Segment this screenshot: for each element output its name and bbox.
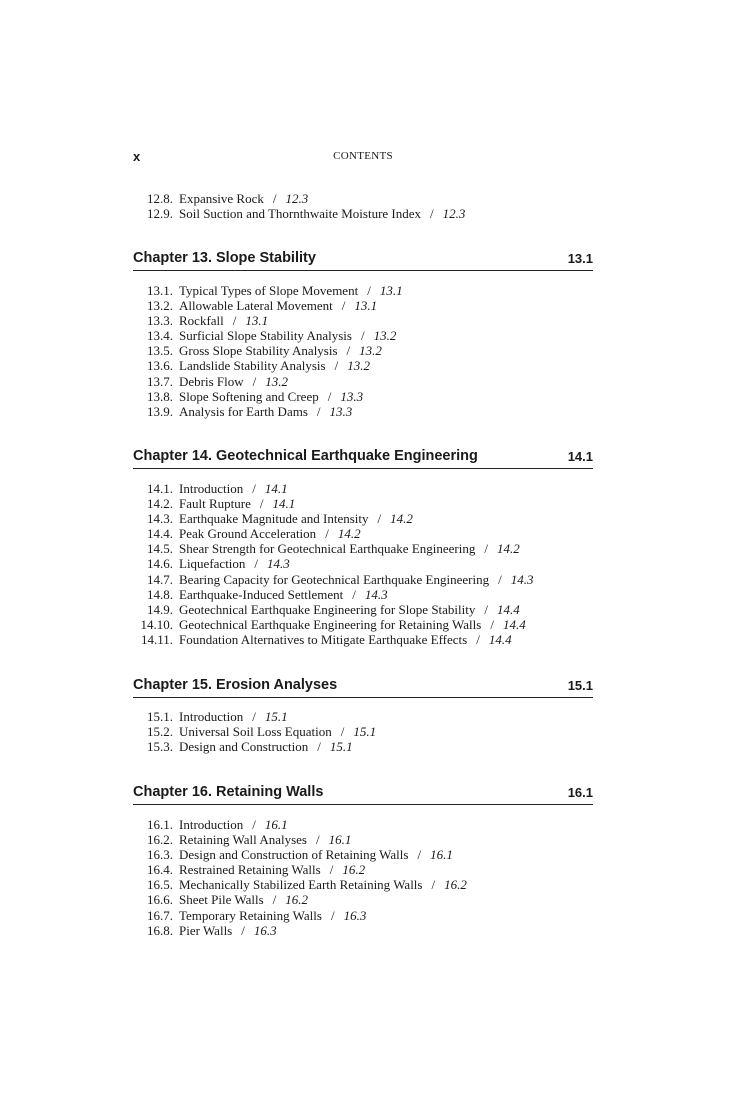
section-title-line — [179, 832, 351, 847]
section-title: Earthquake Magnitude and Intensity — [179, 511, 369, 527]
section-title-line — [179, 541, 520, 556]
section-number: 16.3. — [147, 847, 173, 863]
toc-entry[interactable] — [133, 191, 593, 206]
section-title: Sheet Pile Walls — [179, 892, 264, 908]
section-title: Design and Construction — [179, 739, 309, 755]
section-page: 13.2 — [373, 328, 397, 344]
section-page: 14.1 — [264, 481, 288, 496]
section-title-line — [179, 556, 290, 571]
section-title: Restrained Retaining Walls — [179, 862, 321, 878]
section-page: 13.1 — [245, 313, 269, 329]
section-title-line — [179, 862, 365, 877]
section-number: 15.2. — [147, 724, 173, 740]
separator-slash: / — [417, 847, 422, 863]
section-number: 16.7. — [147, 907, 173, 923]
section-page: 12.3 — [285, 191, 309, 206]
section-title-line — [179, 526, 361, 541]
toc-entry[interactable] — [133, 587, 593, 602]
section-title-line — [179, 283, 403, 298]
toc-entry[interactable] — [133, 481, 593, 496]
section-title: Shear Strength for Geotechnical Earthquake Engineering — [179, 541, 476, 557]
section-title-line — [179, 587, 388, 602]
section-page: 13.3 — [329, 403, 353, 419]
toc-entry[interactable] — [133, 206, 593, 221]
toc-entry[interactable] — [133, 389, 593, 404]
section-number: 14.1. — [147, 481, 173, 496]
toc-entry[interactable] — [133, 892, 593, 907]
section-title: Soil Suction and Thornthwaite Moisture Index — [179, 206, 422, 222]
section-number: 13.3. — [147, 313, 173, 329]
section-title: Landslide Stability Analysis — [179, 358, 326, 374]
toc-entry[interactable] — [133, 313, 593, 328]
separator-slash: / — [252, 709, 256, 724]
separator-slash: / — [360, 328, 365, 344]
separator-slash: / — [377, 511, 382, 527]
section-number: 13.5. — [147, 343, 173, 359]
section-title: Allowable Lateral Movement — [179, 298, 333, 314]
section-title-line — [179, 313, 268, 328]
section-number: 13.2. — [147, 298, 173, 314]
section-number: 16.2. — [147, 832, 173, 848]
section-title: Bearing Capacity for Geotechnical Earthquake Engineering — [179, 571, 490, 587]
separator-slash: / — [341, 298, 346, 314]
toc-entry[interactable] — [133, 358, 593, 373]
separator-slash: / — [259, 496, 264, 512]
toc-entry[interactable] — [133, 572, 593, 587]
chapter-page: 14.1 — [567, 449, 593, 464]
section-number: 13.9. — [147, 403, 173, 419]
section-number: 14.2. — [147, 496, 173, 512]
separator-slash: / — [241, 922, 245, 938]
section-page: 16.2 — [342, 862, 366, 878]
section-number: 14.6. — [147, 556, 173, 572]
section-title-line — [179, 617, 526, 632]
section-title: Analysis for Earth Dams — [179, 403, 308, 419]
separator-slash: / — [352, 586, 356, 602]
separator-slash: / — [316, 403, 321, 419]
chapter-title: Chapter 15. Erosion Analyses — [133, 677, 338, 693]
section-title: Geotechnical Earthquake Engineering for Slope Stability — [179, 601, 476, 617]
section-title-line — [179, 572, 533, 587]
section-title: Gross Slope Stability Analysis — [179, 343, 338, 359]
chapter-heading-15 — [133, 677, 593, 698]
section-title: Introduction — [179, 481, 244, 496]
chapter-14-entry-list — [133, 481, 593, 647]
section-page: 13.2 — [359, 343, 382, 359]
section-page: 14.3 — [510, 571, 534, 587]
section-title-line — [179, 191, 308, 206]
section-page: 13.2 — [265, 373, 289, 389]
section-number: 15.1. — [147, 709, 173, 724]
toc-entry[interactable] — [133, 739, 593, 754]
section-title-line — [179, 602, 520, 617]
section-title-line — [179, 709, 288, 724]
section-page: 16.1 — [430, 847, 453, 863]
chapter-heading-16 — [133, 784, 593, 805]
section-number: 13.4. — [147, 328, 173, 344]
toc-entry[interactable] — [133, 496, 593, 511]
section-page: 14.3 — [364, 586, 388, 602]
section-title-line — [179, 496, 295, 511]
toc-entry[interactable] — [133, 877, 593, 892]
section-page: 16.3 — [343, 907, 367, 923]
page-folio: x — [133, 149, 141, 164]
section-number: 14.7. — [147, 571, 173, 587]
toc-entry[interactable] — [133, 511, 593, 526]
toc-entry[interactable] — [133, 343, 593, 358]
section-number: 14.5. — [147, 541, 173, 557]
section-number: 14.11. — [140, 631, 173, 647]
section-number: 13.1. — [147, 283, 173, 298]
toc-entry[interactable] — [133, 923, 593, 938]
chapter-15-entry-list — [133, 709, 593, 754]
section-number: 13.8. — [147, 388, 173, 404]
chapter-page: 15.1 — [567, 678, 593, 693]
section-title: Typical Types of Slope Movement — [179, 283, 359, 298]
section-title: Peak Ground Acceleration — [179, 526, 317, 542]
toc-entry[interactable] — [133, 862, 593, 877]
section-page: 16.2 — [285, 892, 309, 908]
section-title: Surficial Slope Stability Analysis — [179, 328, 352, 344]
section-title: Liquefaction — [179, 556, 246, 572]
toc-entry[interactable] — [133, 817, 593, 832]
toc-entry[interactable] — [133, 847, 593, 862]
section-number: 15.3. — [147, 739, 173, 755]
running-head — [133, 149, 593, 165]
chapter-16-entry-list — [133, 817, 593, 938]
section-page: 14.1 — [272, 496, 296, 512]
section-page: 16.3 — [253, 922, 277, 938]
separator-slash: / — [490, 616, 494, 632]
section-page: 12.3 — [442, 206, 466, 222]
section-page: 15.1 — [329, 739, 353, 755]
section-title: Rockfall — [179, 313, 224, 329]
section-number: 14.9. — [147, 601, 173, 617]
section-title-line — [179, 328, 396, 343]
separator-slash: / — [431, 877, 436, 893]
chapter-heading-14 — [133, 448, 593, 469]
separator-slash: / — [232, 313, 237, 329]
toc-entry[interactable] — [133, 832, 593, 847]
intro-entry-list — [133, 191, 593, 221]
separator-slash: / — [252, 373, 257, 389]
section-page: 14.3 — [267, 556, 290, 572]
chapter-title: Chapter 16. Retaining Walls — [133, 784, 324, 800]
section-page: 16.1 — [328, 832, 352, 848]
section-title: Retaining Wall Analyses — [179, 832, 307, 848]
section-number: 14.10. — [140, 616, 173, 632]
toc-entry[interactable] — [133, 709, 593, 724]
toc-entry[interactable] — [133, 541, 593, 556]
separator-slash: / — [252, 481, 256, 496]
chapter-page: 13.1 — [567, 251, 593, 266]
section-page: 13.2 — [347, 358, 370, 374]
section-number: 12.9. — [147, 206, 173, 222]
separator-slash: / — [254, 556, 259, 572]
section-title-line — [179, 724, 376, 739]
toc-entry[interactable] — [133, 328, 593, 343]
separator-slash: / — [317, 739, 321, 755]
toc-entry[interactable] — [133, 632, 593, 647]
separator-slash: / — [498, 571, 502, 587]
toc-entry[interactable] — [133, 617, 593, 632]
section-number: 12.8. — [147, 191, 173, 206]
separator-slash: / — [325, 526, 329, 542]
section-title-line — [179, 877, 467, 892]
section-title: Introduction — [179, 817, 244, 832]
section-number: 16.6. — [147, 892, 173, 908]
section-number: 13.7. — [147, 373, 173, 389]
section-title-line — [179, 817, 288, 832]
separator-slash: / — [484, 541, 488, 557]
chapter-title: Chapter 14. Geotechnical Earthquake Engineering — [133, 448, 478, 464]
section-page: 14.4 — [497, 601, 520, 617]
section-title: Introduction — [179, 709, 244, 724]
separator-slash: / — [272, 191, 277, 206]
separator-slash: / — [476, 631, 480, 647]
section-page: 13.3 — [340, 388, 364, 404]
section-title-line — [179, 892, 308, 907]
section-title: Universal Soil Loss Equation — [179, 724, 332, 740]
section-page: 15.1 — [264, 709, 288, 724]
chapter-page: 16.1 — [567, 785, 593, 800]
separator-slash: / — [484, 601, 489, 617]
section-page: 16.2 — [444, 877, 467, 893]
toc-entry[interactable] — [133, 374, 593, 389]
section-title-line — [179, 847, 453, 862]
chapter-title: Chapter 13. Slope Stability — [133, 250, 316, 266]
section-number: 16.5. — [147, 877, 173, 893]
section-page: 15.1 — [353, 724, 377, 740]
section-title-line — [179, 389, 363, 404]
section-page: 14.4 — [502, 616, 526, 632]
separator-slash: / — [340, 724, 345, 740]
section-page: 16.1 — [264, 817, 288, 832]
section-title: Geotechnical Earthquake Engineering for Retaining Walls — [179, 616, 482, 632]
section-title: Fault Rupture — [179, 496, 251, 512]
section-page: 14.2 — [496, 541, 520, 557]
section-number: 14.4. — [147, 526, 173, 542]
section-page: 13.1 — [354, 298, 378, 314]
section-title-line — [179, 908, 366, 923]
toc-entry[interactable] — [133, 724, 593, 739]
section-page: 14.2 — [337, 526, 361, 542]
section-number: 14.3. — [147, 511, 173, 527]
section-number: 16.8. — [147, 922, 173, 938]
toc-entry[interactable] — [133, 556, 593, 571]
section-page: 14.4 — [488, 631, 512, 647]
section-title: Mechanically Stabilized Earth Retaining Walls — [179, 877, 423, 893]
section-title-line — [179, 358, 370, 373]
section-number: 13.6. — [147, 358, 173, 374]
running-title: CONTENTS — [333, 150, 393, 162]
chapter-heading-13 — [133, 250, 593, 271]
section-title-line — [179, 511, 413, 526]
section-title-line — [179, 632, 512, 647]
separator-slash: / — [346, 343, 351, 359]
section-title: Design and Construction of Retaining Walls — [179, 847, 409, 863]
toc-entry[interactable] — [133, 908, 593, 923]
separator-slash: / — [367, 283, 371, 298]
section-title: Slope Softening and Creep — [179, 388, 319, 404]
section-number: 16.4. — [147, 862, 173, 878]
section-page: 13.1 — [379, 283, 403, 298]
separator-slash: / — [252, 817, 256, 832]
section-title-line — [179, 923, 277, 938]
section-title-line — [179, 374, 288, 389]
section-title: Temporary Retaining Walls — [179, 907, 322, 923]
section-title-line — [179, 298, 377, 313]
separator-slash: / — [329, 862, 334, 878]
section-title: Pier Walls — [179, 922, 233, 938]
separator-slash: / — [330, 907, 335, 923]
section-title-line — [179, 343, 382, 358]
separator-slash: / — [272, 892, 277, 908]
section-title: Debris Flow — [179, 373, 244, 389]
toc-entry[interactable] — [133, 404, 593, 419]
toc-entry[interactable] — [133, 602, 593, 617]
toc-entry[interactable] — [133, 283, 593, 298]
section-title: Earthquake-Induced Settlement — [179, 586, 344, 602]
section-title-line — [179, 481, 288, 496]
section-title-line — [179, 404, 352, 419]
toc-entry[interactable] — [133, 298, 593, 313]
section-number: 16.1. — [147, 817, 173, 832]
separator-slash: / — [430, 206, 434, 222]
separator-slash: / — [334, 358, 339, 374]
section-title: Foundation Alternatives to Mitigate Earthquake Effects — [179, 631, 468, 647]
section-title-line — [179, 739, 353, 754]
section-number: 14.8. — [147, 586, 173, 602]
separator-slash: / — [327, 388, 332, 404]
section-title-line — [179, 206, 465, 221]
section-page: 14.2 — [390, 511, 413, 527]
toc-entry[interactable] — [133, 526, 593, 541]
section-title: Expansive Rock — [179, 191, 264, 206]
chapter-13-entry-list — [133, 283, 593, 419]
separator-slash: / — [315, 832, 320, 848]
